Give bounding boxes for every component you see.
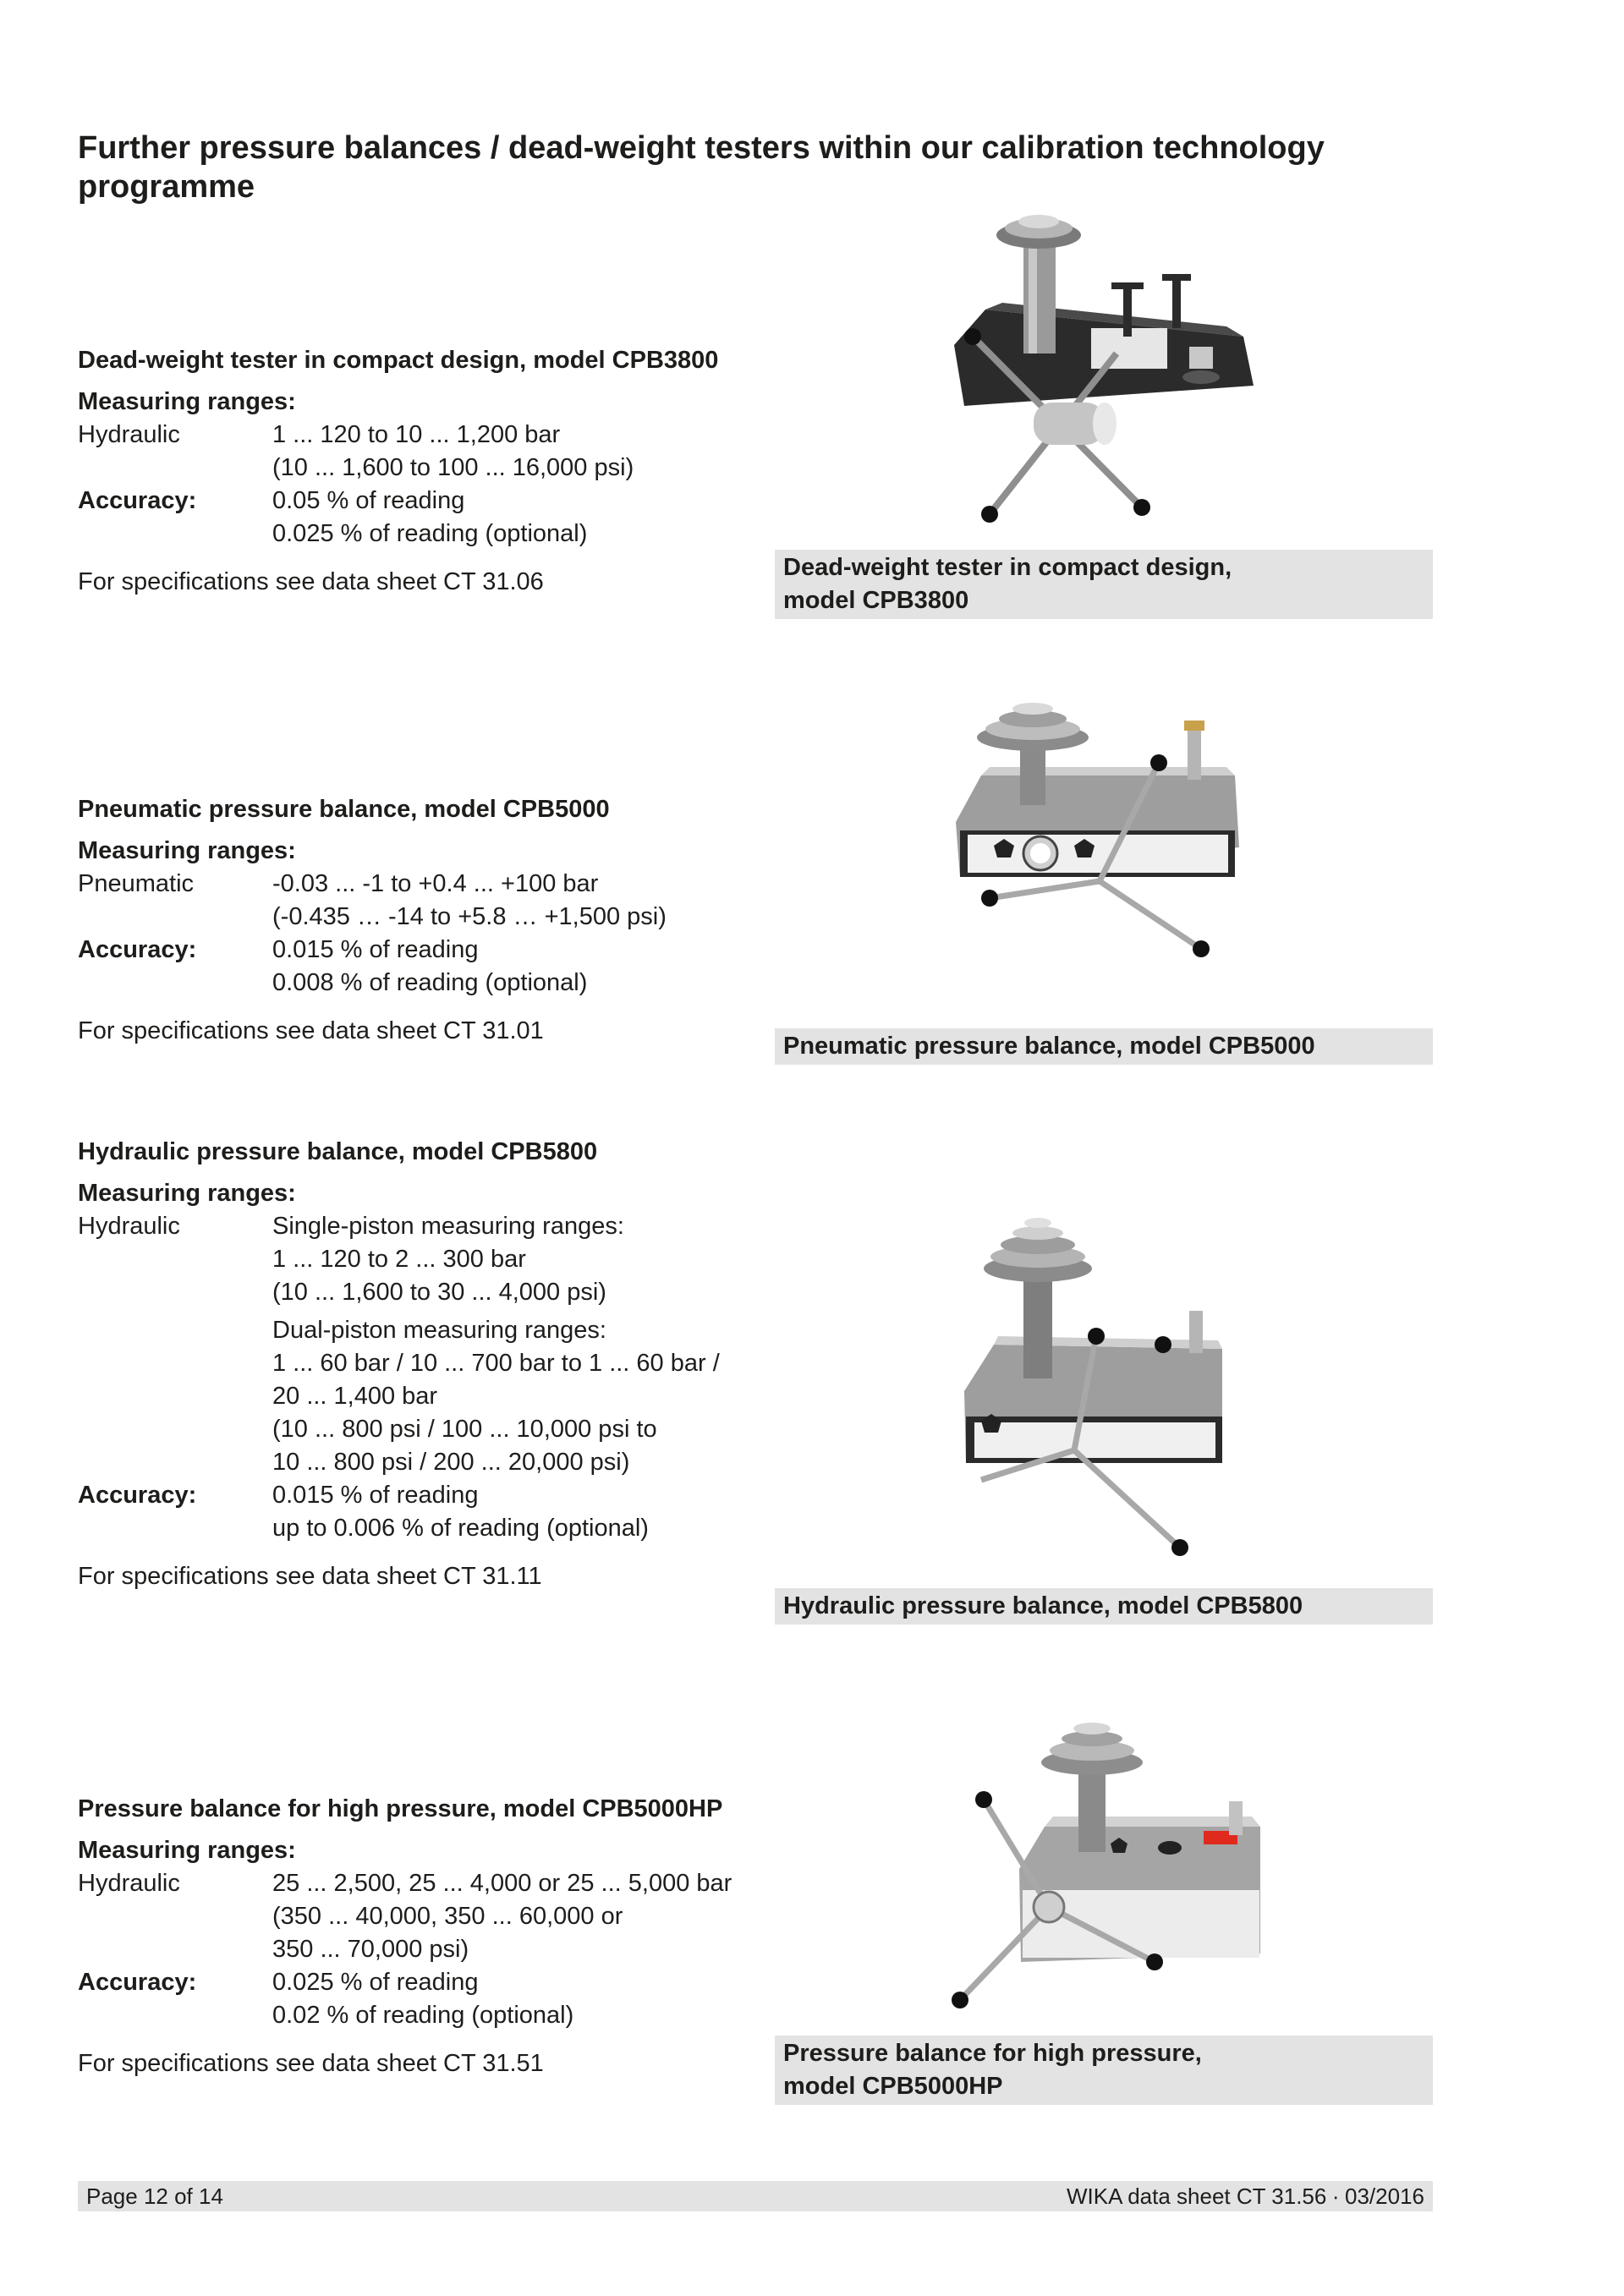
photo-caption (775, 1028, 1433, 1065)
section-heading: Hydraulic pressure balance, model CPB5800 (78, 1138, 598, 1165)
range-medium: Hydraulic (78, 1870, 180, 1897)
cpb3800-photo (939, 210, 1269, 531)
page-number: Page 12 of 14 (86, 2184, 223, 2209)
range-line: Single-piston measuring ranges: (272, 1213, 624, 1240)
range-line: (10 ... 800 psi / 100 ... 10,000 psi to (272, 1416, 657, 1443)
ranges-label: Measuring ranges: (78, 388, 296, 415)
caption-line: Pressure balance for high pressure, (783, 2040, 1202, 2067)
photo-caption (775, 2036, 1433, 2105)
range-line: Dual-piston measuring ranges: (272, 1317, 606, 1344)
accuracy-line: 0.008 % of reading (optional) (272, 969, 588, 996)
page-footer (78, 2181, 1433, 2211)
accuracy-line: 0.015 % of reading (272, 1482, 479, 1509)
section-cpb5000hp (78, 1793, 771, 2080)
ranges-label: Measuring ranges: (78, 1837, 296, 1864)
range-line: 10 ... 800 psi / 200 ... 20,000 psi) (272, 1449, 630, 1476)
section-cpb5800 (78, 1136, 771, 1593)
ranges-label: Measuring ranges: (78, 1180, 296, 1207)
range-line: 20 ... 1,400 bar (272, 1383, 438, 1410)
section-heading: Pneumatic pressure balance, model CPB5000 (78, 796, 610, 823)
document-reference: WIKA data sheet CT 31.56 ∙ 03/2016 (1066, 2184, 1424, 2209)
spec-reference: For specifications see data sheet CT 31.11 (78, 1563, 542, 1590)
cpb5000hp-photo (943, 1700, 1281, 2021)
range-medium: Hydraulic (78, 1213, 180, 1240)
spec-reference: For specifications see data sheet CT 31.06 (78, 568, 544, 595)
accuracy-line: up to 0.006 % of reading (optional) (272, 1515, 649, 1542)
accuracy-line: 0.015 % of reading (272, 936, 479, 963)
section-heading: Dead-weight tester in compact design, model CPB3800 (78, 347, 719, 374)
caption-line: model CPB3800 (783, 587, 969, 614)
range-line: 350 ... 70,000 psi) (272, 1936, 469, 1963)
accuracy-line: 0.02 % of reading (optional) (272, 2002, 574, 2029)
range-line: 1 ... 120 to 2 ... 300 bar (272, 1246, 526, 1273)
ranges-label: Measuring ranges: (78, 837, 296, 864)
page-title: Further pressure balances / dead-weight testers within our calibration technology programme (78, 130, 1325, 205)
range-medium: Hydraulic (78, 421, 180, 448)
range-medium: Pneumatic (78, 870, 195, 897)
range-line: -0.03 ... -1 to +0.4 ... +100 bar (272, 870, 599, 897)
range-line: (10 ... 1,600 to 30 ... 4,000 psi) (272, 1279, 606, 1306)
section-heading: Pressure balance for high pressure, model CPB5000HP (78, 1795, 723, 1822)
spec-reference: For specifications see data sheet CT 31.51 (78, 2050, 544, 2077)
section-cpb5000 (78, 793, 771, 1048)
accuracy-line: 0.025 % of reading (272, 1969, 479, 1996)
caption-line: Hydraulic pressure balance, model CPB5800 (783, 1592, 1303, 1619)
accuracy-label: Accuracy: (78, 936, 197, 963)
accuracy-line: 0.05 % of reading (272, 487, 465, 514)
accuracy-label: Accuracy: (78, 1969, 197, 1996)
range-line: (-0.435 … -14 to +5.8 … +1,500 psi) (272, 903, 667, 930)
caption-line: Dead-weight tester in compact design, (783, 554, 1232, 581)
photo-caption (775, 550, 1433, 619)
cpb5000-photo (947, 695, 1269, 1008)
section-cpb3800 (78, 344, 771, 599)
spec-reference: For specifications see data sheet CT 31.01 (78, 1017, 544, 1044)
caption-line: model CPB5000HP (783, 2073, 1003, 2100)
accuracy-label: Accuracy: (78, 487, 197, 514)
range-line: (350 ... 40,000, 350 ... 60,000 or (272, 1903, 623, 1930)
range-line: 1 ... 60 bar / 10 ... 700 bar to 1 ... 60 bar / (272, 1350, 720, 1377)
photo-caption (775, 1588, 1433, 1625)
accuracy-label: Accuracy: (78, 1482, 197, 1509)
accuracy-line: 0.025 % of reading (optional) (272, 520, 588, 547)
caption-line: Pneumatic pressure balance, model CPB5000 (783, 1033, 1315, 1060)
range-line: 25 ... 2,500, 25 ... 4,000 or 25 ... 5,000 bar (272, 1870, 732, 1897)
range-line: 1 ... 120 to 10 ... 1,200 bar (272, 421, 561, 448)
range-line: (10 ... 1,600 to 100 ... 16,000 psi) (272, 454, 634, 481)
cpb5800-photo (947, 1209, 1252, 1569)
